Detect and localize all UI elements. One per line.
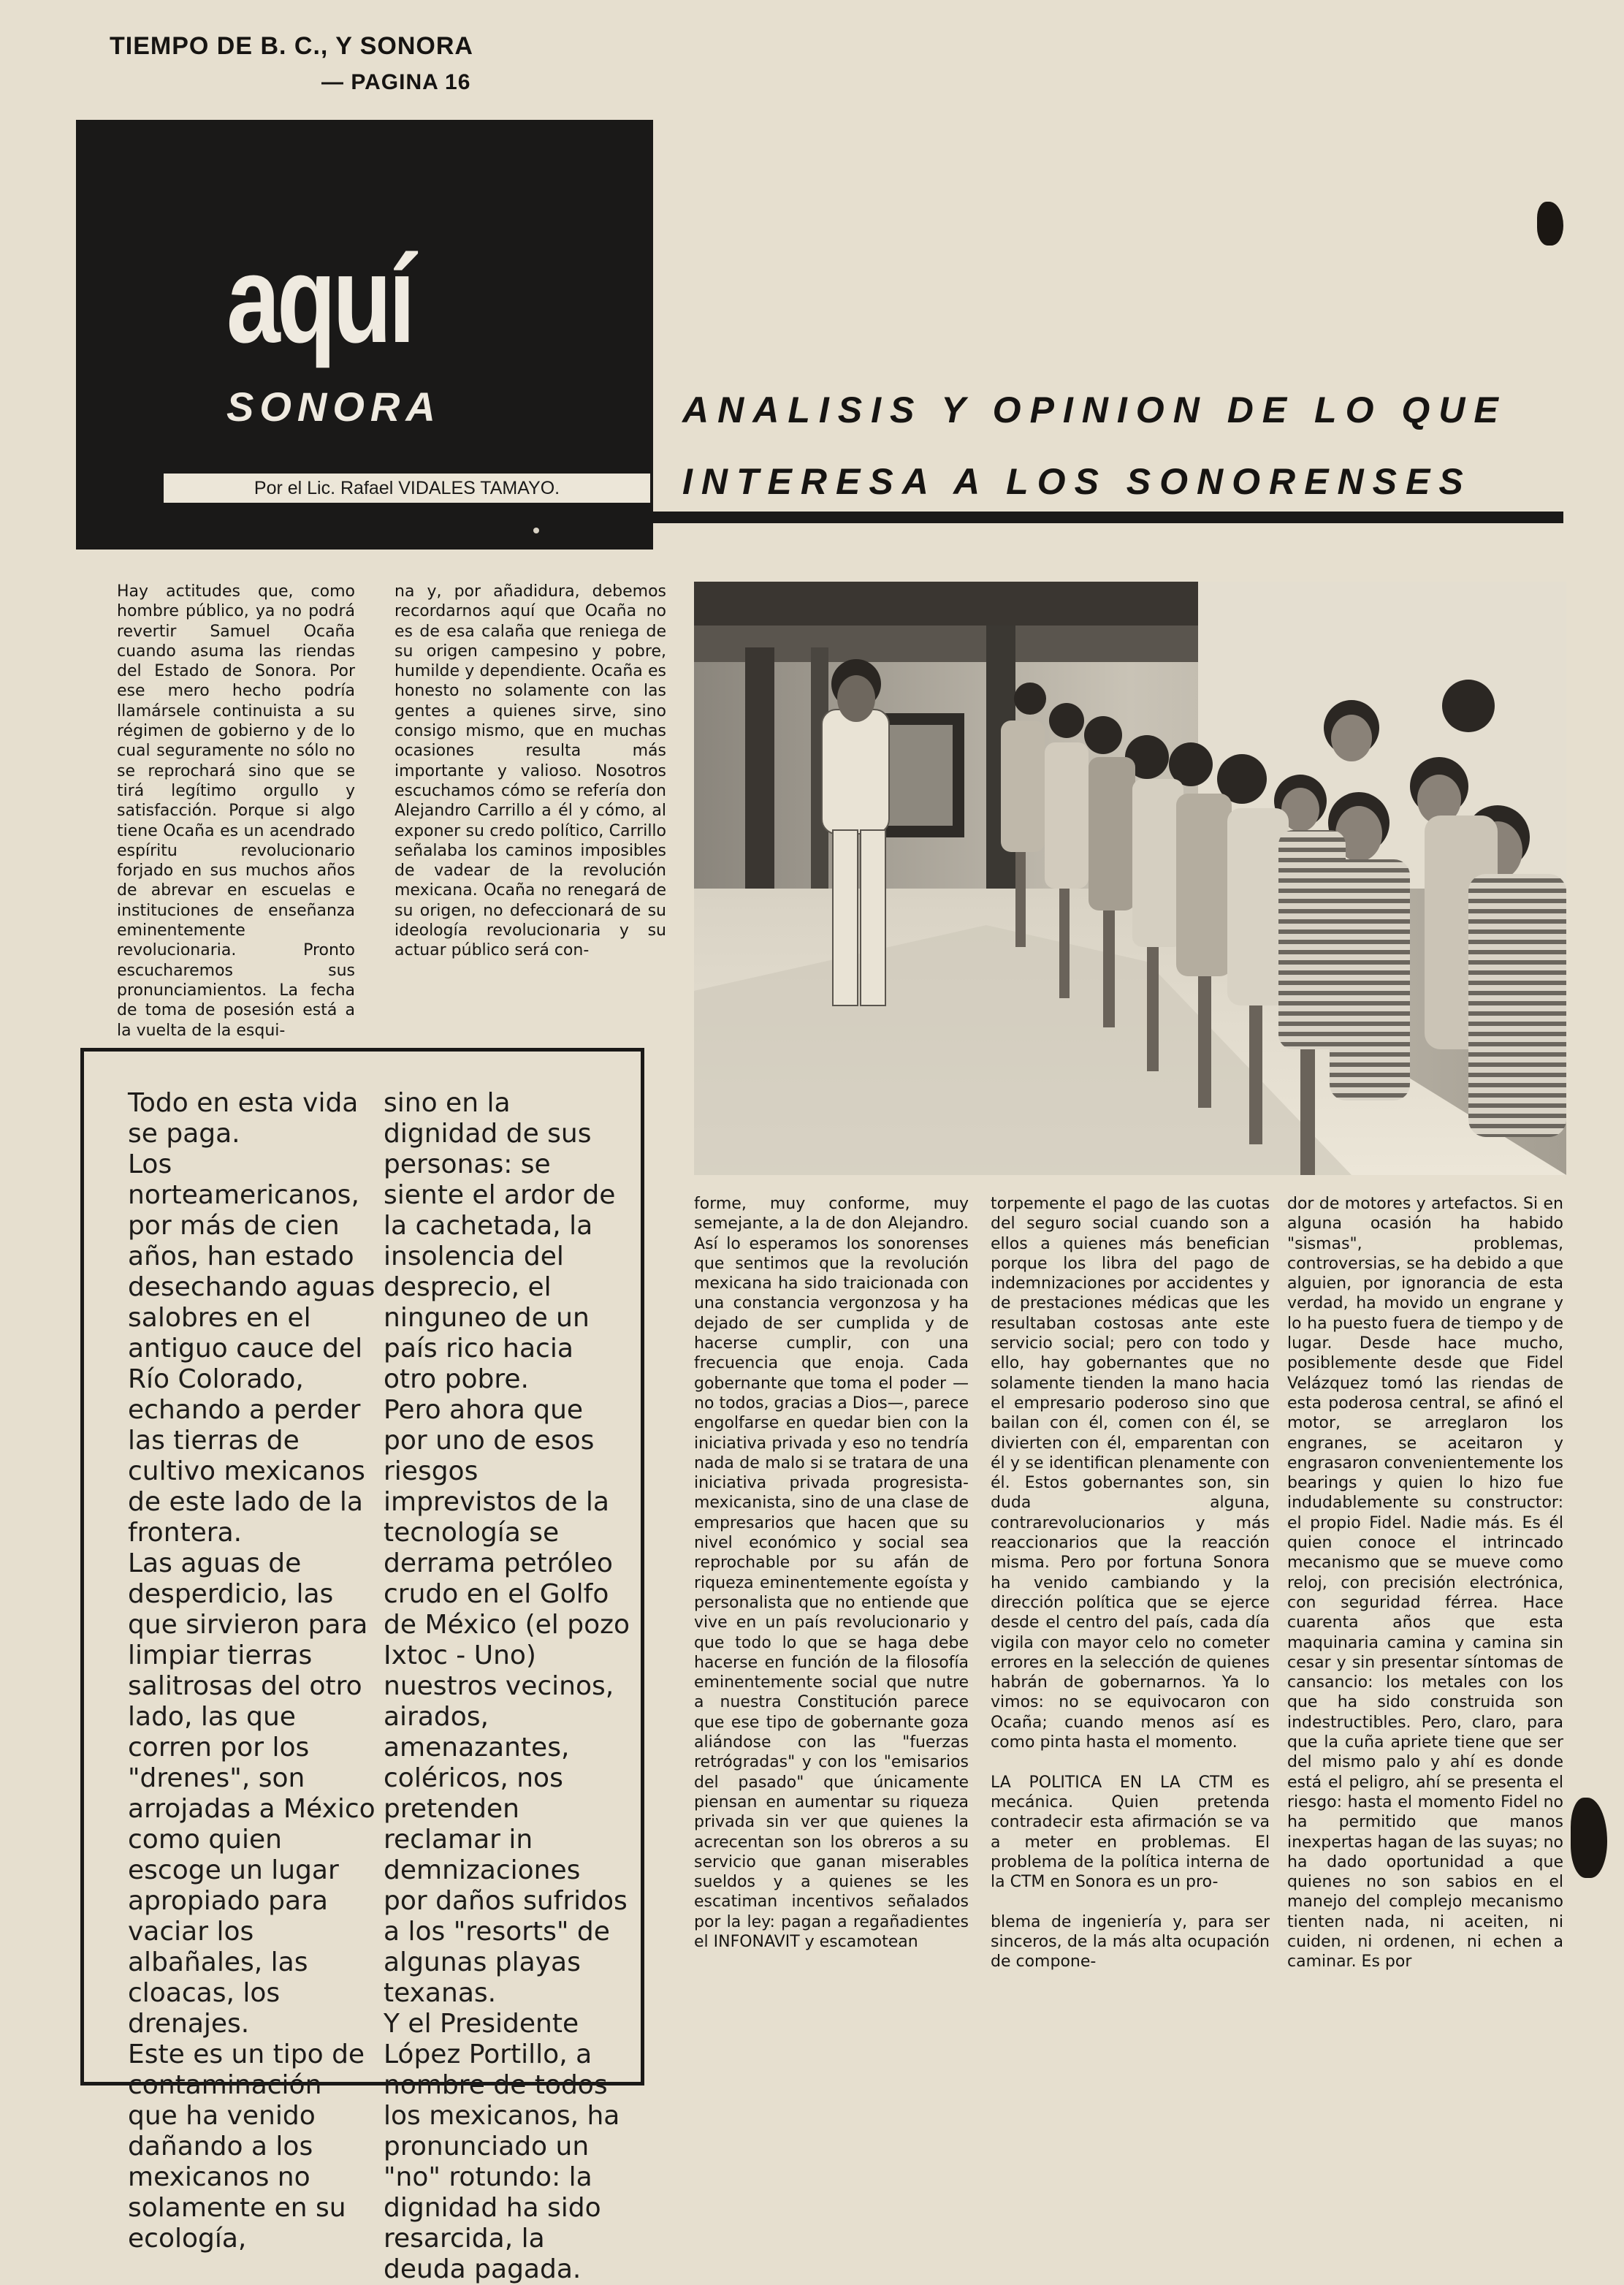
boxed-commentary: [80, 1048, 644, 2284]
boxed-column-2: sino en la dignidad de sus personas: se siente el ardor de la cachetada, la insolencia del desprecio, el ninguneo de un país rico hacia otro pobre. Pero ahora que por uno de esos riesgos imprevistos de la tecnología se derrama petróleo crudo en el Golfo de México (el pozo Ixtoc - Uno) nuestros vecinos, airados, amenazantes, coléricos, nos pretenden reclamar in demnizaciones por daños sufridos a los "resorts" de algunas playas texanas. Y el Presidente López Portillo, a nombre de todos los mexicanos, ha pronunciado un "no" rotundo: la dignidad ha sido resarcida, la deuda pagada.: [384, 1088, 630, 2284]
print-speck: [533, 528, 539, 533]
publication-name: TIEMPO DE B. C., Y SONORA: [110, 32, 473, 60]
page-number: — PAGINA 16: [321, 70, 471, 94]
headline-line-1: ANALISIS Y OPINION DE LO QUE: [682, 389, 1507, 430]
boxed-column-1: Todo en esta vida se paga. Los norteamericanos, por más de cien años, han estado desechando aguas salobres en el antiguo cauce del Río Colorado, echando a perder las tierras de cultivo mexicanos de este lado de la frontera. Las aguas de desperdicio, las que sirvieron para limpiar tierras salitrosas del otro lado, las que corren por los "drenes", son arrojadas a México como quien escoge un lugar apropiado para vaciar los albañales, las cloacas, los drenajes. Este es un tipo de contaminación que ha venido dañando a los mexicanos no solamente en su ecología,: [128, 1088, 375, 2254]
masthead-subtitle: SONORA: [226, 384, 441, 430]
article-column-1: Hay actitudes que, como hombre público, ya no podrá revertir Samuel Ocaña cuando asuma las riendas del Estado de Sonora. Por ese mero hecho podría llamársele continuista a su régimen de gobierno y de lo cual seguramente no sólo no se reprochará sino que se tirá legítimo orgullo y satisfacción. Porque si algo tiene Ocaña es un acendrado espíritu revolucionario forjado en sus muchos años de abrevar en escuelas e instituciones de enseñanza eminentemente revolucionaria. Pronto escucharemos sus pronunciamientos. La fecha de toma de posesión está a la vuelta de la esqui-: [117, 582, 355, 1040]
headline-line-2: INTERESA A LOS SONORENSES: [682, 461, 1472, 502]
paper-damage: [1537, 202, 1563, 246]
article-column-4: torpemente el pago de las cuotas del seguro social cuando son a ellos a quienes más benefician porque los libra del pago de indemnizaciones por accidentes y de prestaciones médicas que les resultaban costosas ante este servicio social; pero con todo y ello, hay gobernantes que no solamente tienden la mano hacia el empresario poderoso sino que bailan con él, comen con él, se divierten con él, emparentan con él y se identifican plenamente con él. Estos gobernantes son, sin duda alguna, contrarevolucionarios y más reaccionarios que la reacción misma. Pero por fortuna Sonora ha venido cambiando y la dirección política que se ejerce desde el centro del país, cada día vigila con mayor celo no cometer errores en la selección de quienes habrán de gobernarnos. Ya lo vimos: no se equivocaron con Ocaña; cuando menos así es como pinta hasta el momento. LA POLITICA EN LA CTM es mecánica. Quien pretenda contradecir esta afirmación se va a meter en problemas. El problema de la política interna de la CTM en Sonora es un pro- blema de ingeniería y, para ser sinceros, de la más alta ocupación de compone-: [991, 1195, 1270, 1972]
headline-rule: [630, 512, 1563, 523]
paper-damage: [1571, 1798, 1607, 1878]
photo-schoolchildren: [694, 582, 1566, 1175]
article-column-2: na y, por añadidura, debemos recordarnos aquí que Ocaña no es de esa calaña que reniega de su origen campesino y pobre, humilde y dependiente. Ocaña es honesto no solamente con las gentes a quienes sirve, sino consigo mismo, que en muchas ocasiones resulta más importante y valioso. Nosotros escuchamos cómo se refería don Alejandro Carrillo a él y cómo, al exponer su credo político, Carrillo señalaba los caminos imposibles de vadear de la revolución mexicana. Ocaña no renegará de su origen, no defeccionará de su ideología revolucionaria y su actuar público será con-: [394, 582, 666, 960]
byline: Por el Lic. Rafael VIDALES TAMAYO.: [164, 474, 650, 503]
masthead-box: [76, 120, 653, 550]
article-column-3: forme, muy conforme, muy semejante, a la de don Alejandro. Así lo esperamos los sonorenses que sentimos que la revolución mexicana ha sido traicionada con una constancia vergonzosa y ha dejado de ser cumplida y de hacerse cumplir, con una frecuencia que enoja. Cada gobernante que toma el poder —no todos, gracias a Dios—, parece engolfarse en quedar bien con la iniciativa privada y eso no tendría nada de malo si se tratara de una iniciativa privada progresista-mexicanista, sino de una clase de empresarios que hacen que su nivel económico y social sea reprochable por su afán de riqueza eminentemente egoísta y personalista que no entiende que vive en un país revolucionario y que todo lo que se haga debe hacerse en función de la filosofía eminentemente social que nutre a nuestra Constitución parece que ese tipo de gobernante goza aliándose con las "fuerzas retrógradas" y con los "emisarios del pasado" que únicamente piensan en aumentar su riqueza privada sin ver que quienes la acrecentan son los obreros a su servicio que ganan miserables sueldos y a quienes se les escatiman incentivos señalados por la ley: pagan a regañadientes el INFONAVIT y escamotean: [694, 1195, 969, 1951]
masthead-title: aquí: [226, 230, 412, 369]
article-column-5: dor de motores y artefactos. Si en alguna ocasión ha habido "sismas", problemas, controversias, se ha debido a que alguien, por ignorancia de esta verdad, ha movido un engrane y lo ha puesto fuera de tiempo y de lugar. Desde hace mucho, posiblemente desde que Fidel Velázquez tomó las riendas de esta poderosa central, se afinó el motor, se arreglaron los engranes, se aceitaron y engrasaron convenientemente los bearings y quien lo hizo fue indudablemente su constructor: el propio Fidel. Nadie más. Es él quien conoce el intrincado mecanismo que se mueve como reloj, con precisión electrónica, con seguridad férrea. Hace cuarenta años que esta maquinaria camina y camina sin cesar y sin presentar síntomas de cansancio: los metales con los que ha sido construida son indestructibles. Pero, claro, para que la cuña apriete tiene que ser del mismo palo y ahí es donde está el peligro, ahí se presenta el riesgo: hasta el momento Fidel no ha permitido que manos inexpertas hagan de las suyas; no ha dado oportunidad a que quienes no son sabios en el manejo del complejo mecanismo tienten nada, ni aceiten, ni cuiden, ni ordenen, ni echen a caminar. Es por: [1287, 1195, 1563, 1972]
